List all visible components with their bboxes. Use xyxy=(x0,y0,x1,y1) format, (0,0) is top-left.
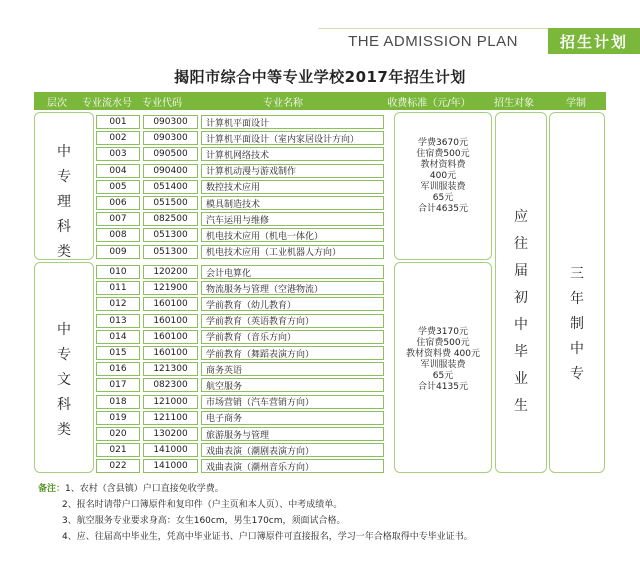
fee-line: 军训服装费 xyxy=(420,360,466,370)
name-cell: 数控技术应用 xyxy=(201,180,384,194)
code-cell: 121000 xyxy=(143,395,198,409)
header-code: 专业代码 xyxy=(142,97,182,109)
table-row xyxy=(96,314,387,328)
admission-plan-banner xyxy=(318,28,640,54)
serial-cell: 008 xyxy=(96,228,140,242)
serial-cell: 021 xyxy=(96,443,140,457)
code-cell: 051300 xyxy=(143,228,198,242)
serial-cell: 001 xyxy=(96,115,140,129)
code-cell: 090300 xyxy=(143,131,198,145)
fee-line: 400元 xyxy=(429,171,457,181)
name-cell: 汽车运用与维修 xyxy=(201,212,384,226)
fee-line: 合计4135元 xyxy=(418,382,468,392)
code-cell: 121100 xyxy=(143,411,198,425)
table-row xyxy=(96,212,387,226)
note-item: 4、应、往届高中毕业生，凭高中毕业证书、户口簿原件可直接报名，学习一年合格取得中专毕业证书。 xyxy=(62,532,473,542)
table-row xyxy=(96,411,387,425)
header-level: 层次 xyxy=(47,97,67,109)
code-cell: 051300 xyxy=(143,245,198,259)
table-row xyxy=(96,281,387,295)
fee-science xyxy=(396,138,490,215)
name-cell: 计算机平面设计（室内家居设计方向） xyxy=(201,131,384,145)
fee-line: 学费3670元 xyxy=(418,138,468,148)
name-cell: 商务英语 xyxy=(201,362,384,376)
note-item: 2、报名时请带户口簿原件和复印件（户主页和本人页）、中考成绩单。 xyxy=(62,500,343,510)
serial-cell: 020 xyxy=(96,427,140,441)
code-cell: 051500 xyxy=(143,196,198,210)
note-item: 1、农村（含县镇）户口直接免收学费。 xyxy=(65,484,224,494)
serial-cell: 011 xyxy=(96,281,140,295)
table-row xyxy=(96,245,387,259)
code-cell: 121900 xyxy=(143,281,198,295)
name-cell: 计算机平面设计 xyxy=(201,115,384,129)
header-target: 招生对象 xyxy=(494,97,534,109)
serial-cell: 003 xyxy=(96,147,140,161)
code-cell: 090400 xyxy=(143,164,198,178)
fee-line: 学费3170元 xyxy=(418,327,468,337)
serial-cell: 010 xyxy=(96,265,140,279)
code-cell: 120200 xyxy=(143,265,198,279)
name-cell: 机电技术应用（机电一体化） xyxy=(201,228,384,242)
fee-line: 教材资料费 xyxy=(420,160,466,170)
name-cell: 市场营销（汽车营销方向） xyxy=(201,395,384,409)
notes xyxy=(38,481,628,545)
target-text: 应往届初中毕业生 xyxy=(514,209,528,414)
level-science: 中专理科类 xyxy=(57,144,71,260)
serial-cell: 014 xyxy=(96,330,140,344)
code-cell: 141000 xyxy=(143,459,198,473)
table-row xyxy=(96,164,387,178)
table-row xyxy=(96,443,387,457)
code-cell: 141000 xyxy=(143,443,198,457)
name-cell: 电子商务 xyxy=(201,411,384,425)
table-row xyxy=(96,228,387,242)
admission-table xyxy=(34,92,606,474)
name-cell: 计算机网络技术 xyxy=(201,147,384,161)
fee-line: 合计4635元 xyxy=(418,204,468,214)
fee-line: 军训服装费 xyxy=(420,182,466,192)
banner-chinese-text: 招生计划 xyxy=(548,28,640,54)
table-row xyxy=(96,362,387,376)
name-cell: 机电技术应用（工业机器人方向） xyxy=(201,245,384,259)
serial-cell: 002 xyxy=(96,131,140,145)
serial-cell: 013 xyxy=(96,314,140,328)
name-cell: 学前教育（舞蹈表演方向） xyxy=(201,346,384,360)
code-cell: 082300 xyxy=(143,378,198,392)
fee-line: 65元 xyxy=(432,193,454,203)
code-cell: 160100 xyxy=(143,314,198,328)
serial-cell: 004 xyxy=(96,164,140,178)
table-row xyxy=(96,265,387,279)
table-row xyxy=(96,395,387,409)
name-cell: 学前教育（音乐方向） xyxy=(201,330,384,344)
code-cell: 160100 xyxy=(143,330,198,344)
header-name: 专业名称 xyxy=(263,97,303,109)
table-row xyxy=(96,297,387,311)
name-cell: 航空服务 xyxy=(201,378,384,392)
name-cell: 戏曲表演（潮剧表演方向） xyxy=(201,443,384,457)
header-serial: 专业流水号 xyxy=(82,97,132,109)
notes-label: 备注： xyxy=(38,484,66,494)
name-cell: 旅游服务与管理 xyxy=(201,427,384,441)
note-item: 3、航空服务专业要求身高：女生160cm，男生170cm，须面试合格。 xyxy=(62,516,346,526)
name-cell: 会计电算化 xyxy=(201,265,384,279)
table-row xyxy=(96,427,387,441)
name-cell: 计算机动漫与游戏制作 xyxy=(201,164,384,178)
code-cell: 090300 xyxy=(143,115,198,129)
duration-text: 三年制中专 xyxy=(570,266,584,382)
fee-line: 住宿费500元 xyxy=(416,149,470,159)
name-cell: 学前教育（幼儿教育） xyxy=(201,297,384,311)
serial-cell: 009 xyxy=(96,245,140,259)
name-cell: 物流服务与管理（空港物流） xyxy=(201,281,384,295)
table-row xyxy=(96,346,387,360)
serial-cell: 015 xyxy=(96,346,140,360)
table-header xyxy=(34,92,606,110)
name-cell: 模具制造技术 xyxy=(201,196,384,210)
table-row xyxy=(96,180,387,194)
table-row xyxy=(96,147,387,161)
serial-cell: 017 xyxy=(96,378,140,392)
fee-line: 住宿费500元 xyxy=(416,338,470,348)
serial-cell: 006 xyxy=(96,196,140,210)
name-cell: 戏曲表演（潮州音乐方向） xyxy=(201,459,384,473)
serial-cell: 022 xyxy=(96,459,140,473)
table-row xyxy=(96,115,387,129)
serial-cell: 016 xyxy=(96,362,140,376)
serial-cell: 019 xyxy=(96,411,140,425)
table-row xyxy=(96,459,387,473)
code-cell: 090500 xyxy=(143,147,198,161)
serial-cell: 005 xyxy=(96,180,140,194)
code-cell: 130200 xyxy=(143,427,198,441)
name-cell: 学前教育（英语教育方向） xyxy=(201,314,384,328)
fee-line: 65元 xyxy=(432,371,454,381)
level-arts: 中专文科类 xyxy=(57,322,71,438)
fee-line: 教材资料费 400元 xyxy=(405,349,481,359)
code-cell: 082500 xyxy=(143,212,198,226)
serial-cell: 018 xyxy=(96,395,140,409)
page-title: 揭阳市综合中等专业学校2017年招生计划 xyxy=(174,68,466,86)
banner-english-text: THE ADMISSION PLAN xyxy=(318,28,548,54)
code-cell: 121300 xyxy=(143,362,198,376)
header-fee: 收费标准（元/年） xyxy=(387,97,471,109)
table-row xyxy=(96,131,387,145)
table-row xyxy=(96,378,387,392)
code-cell: 160100 xyxy=(143,297,198,311)
serial-cell: 007 xyxy=(96,212,140,226)
code-cell: 160100 xyxy=(143,346,198,360)
serial-cell: 012 xyxy=(96,297,140,311)
table-row xyxy=(96,330,387,344)
fee-arts xyxy=(396,327,490,393)
code-cell: 051400 xyxy=(143,180,198,194)
table-row xyxy=(96,196,387,210)
header-duration: 学制 xyxy=(566,97,586,109)
